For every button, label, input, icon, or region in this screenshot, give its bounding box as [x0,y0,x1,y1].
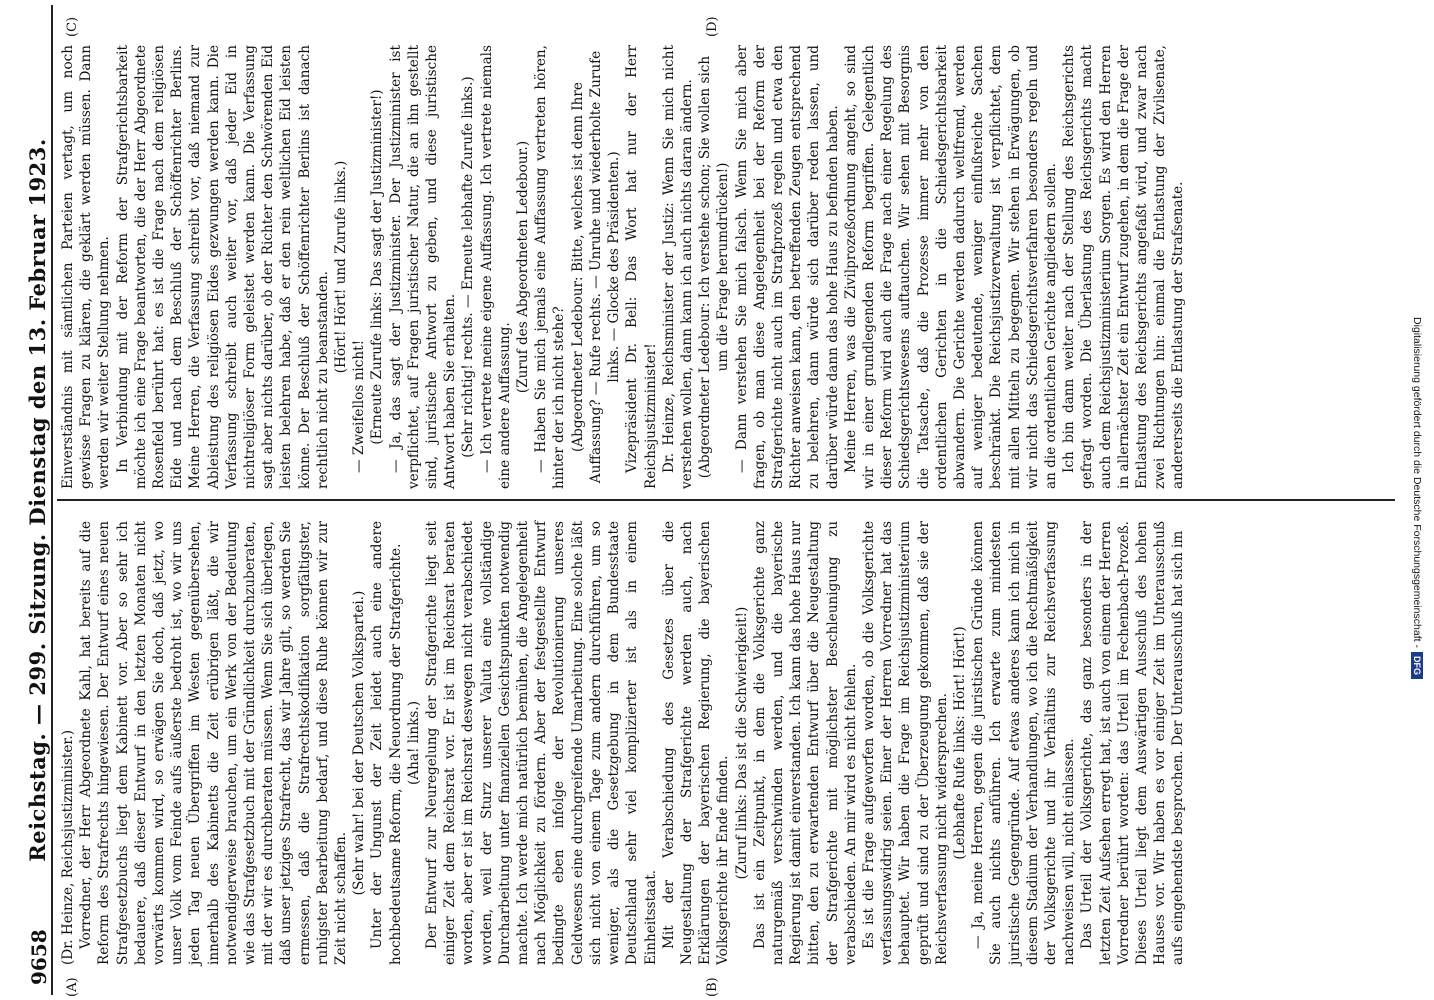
paragraph: — Haben Sie mich jemals eine Auffassung vertreten hören, hinter der ich nicht stehe? [533,45,568,489]
credit-text: Digitalisierung gefördert durch die Deutsche Forschungsgemeinschaft - [1411,317,1423,648]
paragraph: Vizepräsident Dr. Bell: Das Wort hat nur der Herr Reichsjustizminister! [624,45,659,489]
paragraph: Vorredner, der Herr Abgeordnete Kahl, hat bereits auf die Reform des Strafrechts hingewiesen. Der Entwurf eines neuen Strafgesetzbuchs liegt dem Kabinett vor. Aber so sehr ich bedauere, daß dieser Entwurf in den letzten Monaten nicht vorwärts kommen wird, so erwägen Sie doch, daß jetzt, wo unser Volk vom Feinde aufs äußerste bedroht ist, wo wir uns jeden Tag neuen Übergriffen im Westen gegenübersehen, innerhalb des Kabinetts die Zeit erübrigen läßt, die wir notwendigerweise brauchen, um ein Werk von der Bedeutung wie das Strafgesetzbuch mit der Gründlichkeit durchzuberaten, mit der wir es durchberaten müssen. Wenn Sie sich überlegen, daß unser jetziges Strafrecht, das wir Jahre gilt, so werden Sie ermessen, daß die Strafrechtskodifikation sorgfältigster, ruhigster Bearbeitung bedarf, und diese Ruhe können wir zur Zeit nicht schaffen. [78,521,350,965]
page-header [5,5,53,995]
paragraph: Meine Herren, was die Zivilprozeßordnung angeht, so sind wir in einer grundlegenden Reform begriffen. Gelegentlich dieser Reform wird auch die Frage nach einer Regelung des Schiedsgerichtswesens auftauchen. Wir sehen mit Besorgnis die Tatsache, daß die Prozesse immer mehr von den ordentlichen Gerichten in die Schiedsgerichtsbarkeit abwandern. Die Gerichte werden dadurch weltfremd, werden auf weniger bedeutende, weniger einflußreiche Sachen beschränkt. Die Reichsjustizverwaltung ist verpflichtet, dem mit allen Mitteln zu begegnen. Wir stehen in Erwägungen, ob wir nicht das Schiedsgerichtsverfahren besonders regeln und an die ordentlichen Gerichte angliedern sollen. [842,45,1059,489]
digitization-credit-sidebar [1406,6,1428,990]
paragraph: Dr. Heinze, Reichsminister der Justiz: Wenn Sie mich nicht verstehen wollen, dann kann ich auch nichts daran ändern. [660,45,695,489]
margin-mark-a: (A) [65,977,80,997]
paragraph: Einverständnis mit sämtlichen Parteien vertagt, um noch gewisse Fragen zu klären, die geklärt werden müssen. Dann werden wir weiter Stellung nehmen. [60,45,113,489]
interjection: (Abgeordneter Ledebour: Ich verstehe schon; Sie wollen sich um die Frage herumdrücken!) [697,55,732,479]
interjection: (Lebhafte Rufe links: Hört! Hört!) [951,626,968,860]
interjection: (Zuruf des Abgeordneten Ledebour.) [515,140,532,394]
paragraph: — Ja, das sagt der Justizminister. Der Justizminister ist verpflichtet, auf Fragen juristischer Natur, die an ihn gestellt sind, juristische Antwort zu geben, und diese juristische Antwort haben Sie erhalten. [387,45,459,489]
paragraph: Das ist ein Zeitpunkt, in dem die Volksgerichte ganz naturgemäß verschwinden werden, und die bayerische Regierung ist damit einverstanden. Ich kann das hohe Haus nur bitten, den zu erwartenden Entwurf über die Neugestaltung der Strafgerichte mit möglichster Beschleunigung zu verabschieden. An mir wird es nicht fehlen. [751,521,859,965]
credit-text-wrapper [1411,8,1423,988]
paragraph: Ich bin dann weiter nach der Stellung des Reichsgerichts gefragt worden. Die Überlastung des Reichsgerichts macht auch dem Reichsjustizministerium Sorgen. Es wird den Herren in allernächster Zeit ein Entwurf zugehen, in dem die Frage der Entlastung des Reichsgerichts angefaßt wird, und zwar nach zwei Richtungen hin: einmal die Entlastung der Zivilsenate, andererseits die Entlastung der Strafsenate. [1061,45,1187,489]
interjection: (Sehr richtig! rechts. — Erneute lebhafte Zurufe links.) [460,76,477,458]
running-title: Reichstag. — 299. Sitzung. Dienstag den 13. Februar 1923. [25,138,50,862]
right-column [59,45,1188,489]
interjection: (Zuruf links: Das ist die Schwierigkeit!) [733,606,750,880]
interjection: (Aha! links.) [405,700,422,786]
margin-mark-b: (B) [705,977,720,997]
paragraph: Das Urteil der Volksgerichte, das ganz besonders in der letzten Zeit Aufsehen erregt hat, ist auch von einem der Herren Vorredner berührt worden: das Urteil im Fechenbach-Prozeß. Dieses Urteil liegt dem Auswärtigen Ausschuß des hohen Hauses vor. Wir haben es vor einiger Zeit im Unterausschuß aufs eingehendste besprochen. Der Unterausschuß hat sich im [1079,521,1187,965]
paragraph: In Verbindung mit der Reform der Strafgerichtsbarkeit möchte ich eine Frage beantworten, die der Herr Abgeordnete Rosenfeld berührt hat: es ist die Frage nach dem religiösen Eide und nach dem Beschluß der Schöffenrichter Berlins. Meine Herren, die Verfassung schreibt vor, daß niemand zur Ableistung des religiösen Eides gezwungen werden kann. Die Verfassung schreibt auch weiter vor, daß jeder Eid in nichtreligiöser Form geleistet werden kann. Die Verfassung sagt aber nichts darüber, ob der Richter den Schwörenden Eid leisten belehren habe, daß er den rein weltlichen Eid leisten könne. Der Beschluß der Schöffenrichter Berlins ist danach rechtlich nicht zu beanstanden. [114,45,331,489]
interjection: (Hört! Hört! und Zurufe links.) [333,160,350,374]
paragraph: — Zweifellos nicht! [351,339,368,473]
paragraph: Mit der Verabschiedung des Gesetzes über die Neugestaltung der Strafgerichte werden auch, nach Erklärungen der bayerischen Regierung, die bayerischen Volksgerichte ihr Ende finden. [660,521,732,965]
interjection: (Erneute Zurufe links: Das sagt der Justizminister!) [369,89,386,445]
paragraph: Unter der Ungunst der Zeit leidet auch eine andere hochbedeutsame Reform, die Neuordnung der Strafgerichte. [369,521,404,965]
margin-mark-d: (D) [705,16,720,37]
paragraph: — Ja, meine Herren, gegen die juristischen Gründe können Sie auch nichts anführen. Ich erwarte zum mindesten juristische Gegengründe. Auf etwas anderes kann ich mich in diesem Stadium der Verhandlungen, wo ich die Rechtmäßigkeit der Volksgerichte und ihr Verhältnis zur Reichsverfassung nachweisen will, nicht einlassen. [970,521,1078,965]
paragraph: Der Entwurf zur Neuregelung der Strafgerichte liegt seit einiger Zeit dem Reichsrat vor. Er ist im Reichsrat beraten worden, aber er ist im Reichsrat deswegen nicht verabschiedet worden, weil der Sturz unserer Valuta eine vollständige Durcharbeitung unter finanziellen Gesichtspunkten notwendig machte. Ich werde mich natürlich bemühen, die Angelegenheit nach Möglichkeit zu fördern. Aber der festgestellte Entwurf bedingte eben infolge der Revolutionierung unseres Geldwesens eine durchgreifende Umarbeitung. Eine solche läßt sich nicht von einem Tage zum andern durchführen, um so weniger, als die Gesetzgebung in dem Bundesstaate Deutschland sehr viel komplizierter ist als in einem Einheitsstaat. [424,521,659,965]
dfg-logo: DFG [1411,652,1423,679]
left-column [59,521,1188,965]
page-number: 9658 [27,929,51,985]
speaker-line: (Dr. Heinze, Reichsjustizminister.) [60,729,76,965]
rotated-page-frame [5,5,1405,995]
interjection: (Abgeordneter Ledebour: Bitte, welches ist denn Ihre Auffassung? — Rufe rechts. — Unruhe und wiederholte Zurufe links. — Glocke des Präsidenten.) [569,50,623,484]
paragraph: — Dann verstehen Sie mich falsch. Wenn Sie mich aber fragen, ob man diese Angelegenheit bei der Reform der Strafgerichte nicht auch im Strafprozeß regeln und etwa den Richter anweisen kann, den betreffenden Zeugen entsprechend zu belehren, dann würde sich darüber reden lassen, und darüber würde dann das hohe Haus zu befinden haben. [733,45,841,489]
column-divider [57,499,1395,501]
paragraph: Es ist die Frage aufgeworfen worden, ob die Volksgerichte verfassungswidrig seien. Einer der Herren Vorredner hat das behauptet. Wir haben die Frage im Reichsjustizministerium geprüft und sind zu der Überzeugung gekommen, daß sie der Reichsverfassung nicht widersprechen. [860,521,950,965]
margin-mark-c: (C) [65,16,80,37]
interjection: (Sehr wahr! bei der Deutschen Volkspartei.) [351,590,368,896]
paragraph: — Ich vertrete meine eigene Auffassung. Ich vertrete niemals eine andere Auffassung. [478,45,513,489]
